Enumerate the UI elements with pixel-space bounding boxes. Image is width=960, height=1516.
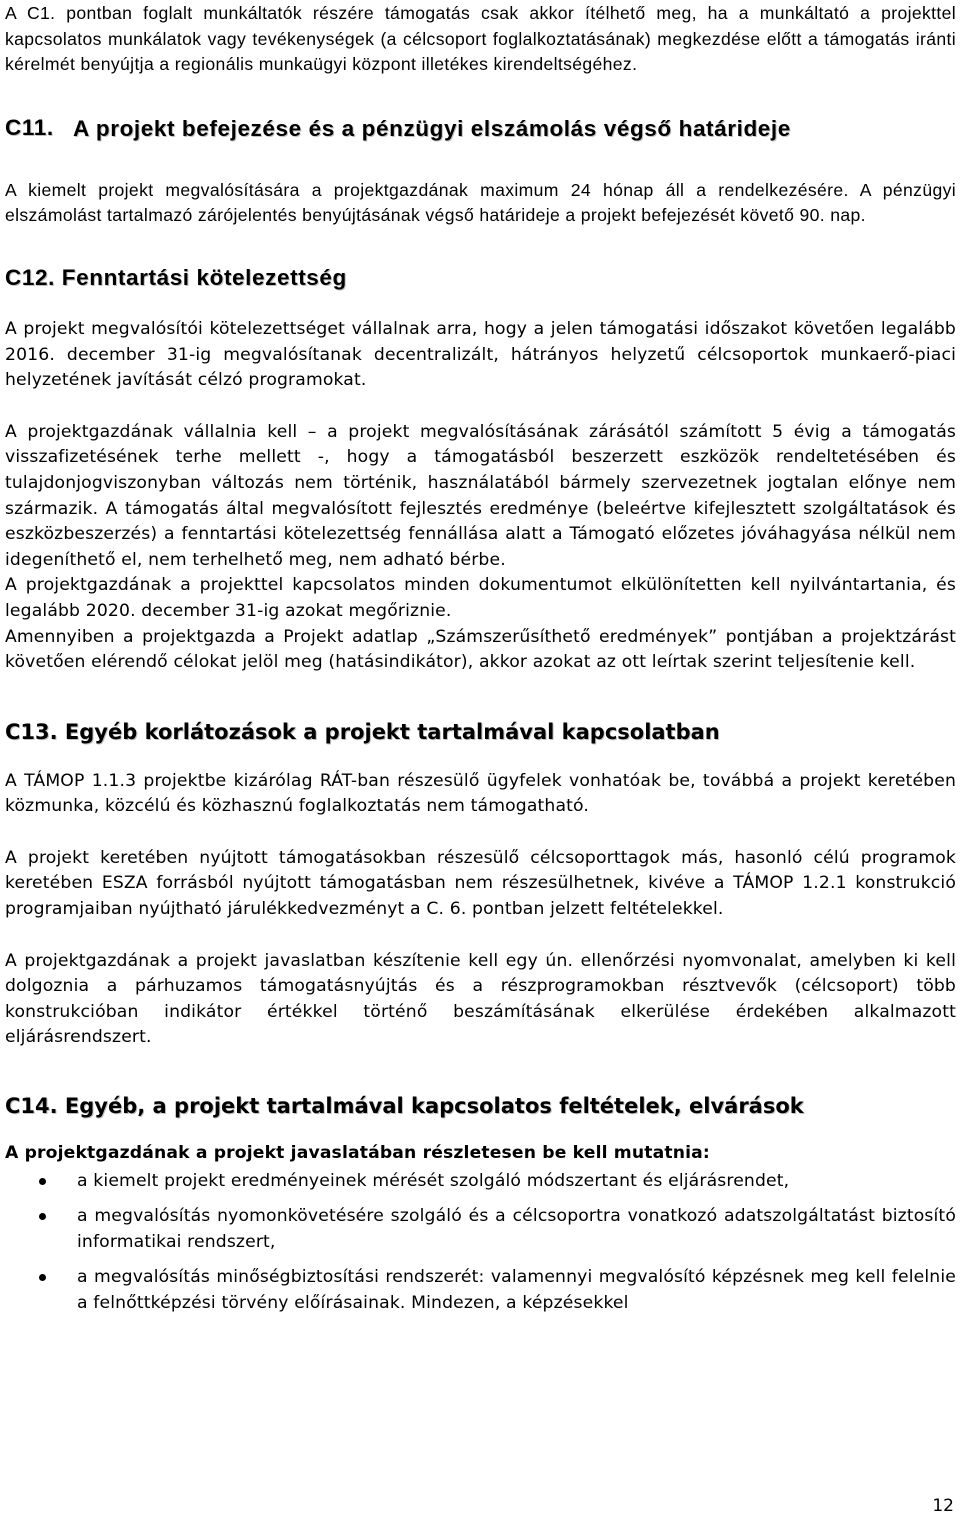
section-c14-list (5, 1169, 956, 1317)
document-page (5, 0, 956, 1327)
bullet-icon (39, 1274, 46, 1281)
intro-paragraph: A C1. pontban foglalt munkáltatók részére támogatás csak akkor ítélhető meg, ha a munkáltató a projekttel kapcsolatos munkálatok vagy tevékenységek (a célcsoport foglalkoztatásának) megkezdése előtt a támogatás iránti kérelmét benyújtja a regionális munkaügyi központ illetékes kirendeltségéhez. (5, 3, 956, 75)
section-c13-paragraph-1: A TÁMOP 1.1.3 projektbe kizárólag RÁT-ban részesülő ügyfelek vonhatóak be, továbbá a projekt keretében közmunka, közcélú és közhasznú foglalkoztatás nem támogatható. (5, 770, 956, 817)
section-c14-lead: A projektgazdának a projekt javaslatában részletesen be kell mutatnia: (5, 1143, 710, 1164)
section-c11-number: C11. (5, 114, 54, 140)
section-c12-heading: C12. Fenntartási kötelezettség (5, 264, 347, 290)
list-item-text: a megvalósítás minőségbiztosítási rendszerét: valamennyi megvalósító képzésnek meg kell felelnie a felnőttképzési törvény előírásainak. Mindezen, a képzésekkel (77, 1267, 956, 1313)
section-c12-paragraph-4: Amennyiben a projektgazda a Projekt adatlap „Számszerűsíthető eredmények” pontjában a projektzárást követően elérendő célokat jelöl meg (hatásindikátor), akkor azokat az ott leírtak szerint teljesítenie kell. (5, 626, 956, 673)
section-c12-paragraph-3: A projektgazdának a projekttel kapcsolatos minden dokumentumot elkülönítetten kell nyilvántartania, és legalább 2020. december 31-ig azokat megőriznie. (5, 575, 956, 621)
section-c12-paragraph-2: A projektgazdának vállalnia kell – a projekt megvalósításának zárásától számított 5 évig a támogatás visszafizetésének terhe mellett -, hogy a támogatásból beszerzett eszközök rendeltetésében és tulajdonjogviszonyban változás nem történik, használatából bármely szervezetnek jogtalan előnye nem származik. A támogatás által megvalósított fejlesztés eredménye (beleértve kifejlesztett szolgáltatások és eszközbeszerzés) a fenntartási kötelezettség fennállása alatt a Támogató előzetes jóváhagyása nélkül nem idegeníthető el, nem terhelhető meg, nem adható bérbe. (5, 421, 956, 570)
section-c11-paragraph: A kiemelt projekt megvalósítására a projektgazdának maximum 24 hónap áll a rendelkezésére. A pénzügyi elszámolást tartalmazó zárójelentés benyújtásának végső határideje a projekt befejezését követő 90. nap. (5, 179, 956, 226)
list-item-text: a kiemelt projekt eredményeinek mérését szolgáló módszertant és eljárásrendet, (77, 1170, 790, 1191)
list-item (5, 1204, 956, 1255)
section-c11-title: A projekt befejezése és a pénzügyi elszámolás végső határideje (73, 115, 791, 141)
page-number: 12 (932, 1496, 954, 1516)
section-c13-heading: C13. Egyéb korlátozások a projekt tartalmával kapcsolatban (5, 719, 720, 744)
section-c13-paragraph-3: A projektgazdának a projekt javaslatban készítenie kell egy ún. ellenőrzési nyomvonalat, amelyben ki kell dolgoznia a párhuzamos támogatásnyújtás és a részprogramokban résztvevők (célcsoport) több konstrukcióban indikátor értékkel történő beszámításának elkerülése érdekében alkalmazott eljárásrendszert. (5, 950, 956, 1048)
list-item (5, 1169, 956, 1195)
list-item (5, 1265, 956, 1316)
list-item-text: a megvalósítás nyomonkövetésére szolgáló és a célcsoportra vonatkozó adatszolgáltatást biztosító informatikai rendszert, (77, 1206, 956, 1252)
section-c14-heading: C14. Egyéb, a projekt tartalmával kapcsolatos feltételek, elvárások (5, 1094, 804, 1119)
bullet-icon (39, 1178, 46, 1185)
bullet-icon (39, 1213, 46, 1220)
section-c11-heading (5, 114, 956, 143)
section-c12-paragraph-1: A projekt megvalósítói kötelezettséget vállalnak arra, hogy a jelen támogatási időszakot követően legalább 2016. december 31-ig megvalósítanak decentralizált, hátrányos helyzetű célcsoportok munkaerő-piaci helyzetének javítását célzó programokat. (5, 318, 956, 391)
section-c13-paragraph-2: A projekt keretében nyújtott támogatásokban részesülő célcsoporttagok más, hasonló célú programok keretében ESZA forrásból nyújtott támogatásban nem részesülhetnek, kivéve a TÁMOP 1.2.1 konstrukció programjaiban nyújtható járulékkedvezményt a C. 6. pontban jelzett feltételekkel. (5, 847, 956, 920)
